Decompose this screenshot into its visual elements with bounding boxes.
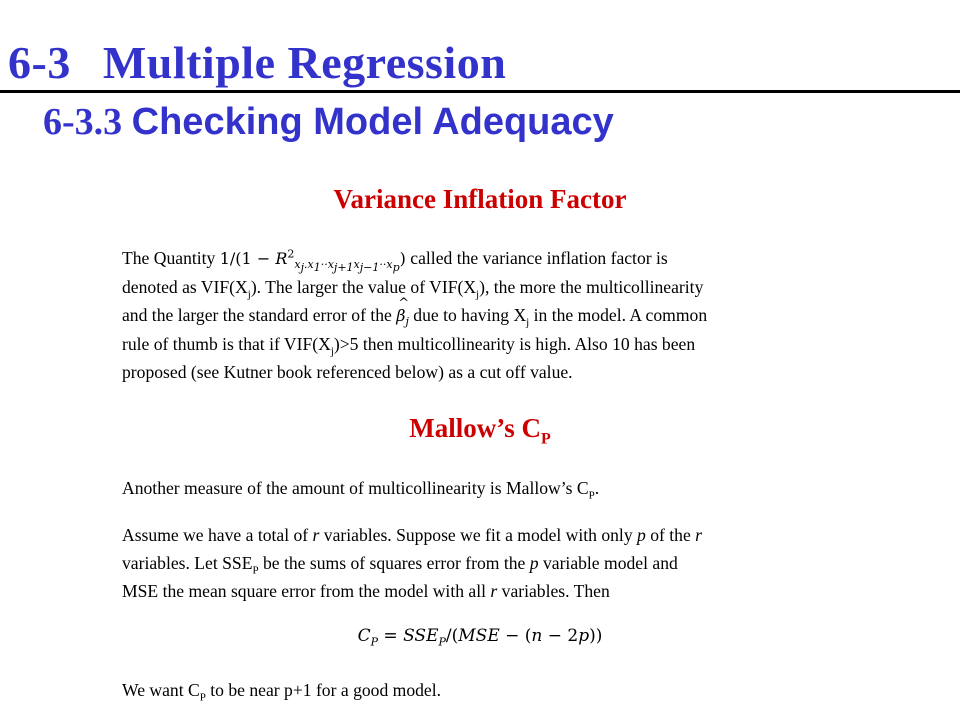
mallows-line-1: Assume we have a total of r variables. Suppose we fit a model with only p of the r <box>122 525 703 545</box>
slide-title <box>8 36 506 90</box>
slide-title-number: 6-3 <box>8 37 71 88</box>
beta-hat-symbol: ^ $\beta_j$ <box>396 306 409 325</box>
mallows-intro: Another measure of the amount of multicollinearity is Mallow’s $C_P$. <box>122 478 600 502</box>
cp-formula: $C_P = SSE_P/(MSE - (n - 2p))$ <box>357 626 603 649</box>
mallows-conclusion: We want $C_P$ to be near p+1 for a good model. <box>122 680 442 704</box>
vif-line-2: denoted as $VIF(X_j)$. The larger the value of $VIF(X_j)$, the more the multicollinearity <box>122 277 704 301</box>
title-divider <box>0 90 960 93</box>
vif-line-5: proposed (see Kutner book referenced below) as a cut off value. <box>122 362 573 382</box>
mallows-paragraph <box>122 521 862 605</box>
slide-subtitle <box>43 98 614 146</box>
vif-line-3: and the larger the standard error of the ^ $\beta_j$ due to having $X_j$ in the model. A common <box>122 301 862 330</box>
mallows-line-3: MSE the mean square error from the model with all r variables. Then <box>122 581 610 601</box>
vif-formula-inline: $1/(1 - R^2_{x_j.x_1\cdot\cdot x_{j+1}x_{j-1}\cdot\cdot x_p})$ <box>219 247 406 275</box>
vif-line-1: The Quantity $1/(1 - R^2_{x_j.x_1\cdot\cdot x_{j+1}x_{j-1}\cdot\cdot x_p})$ called the variance inflation factor is <box>122 247 668 275</box>
mallows-line-2: variables. Let $SSE_P$ be the sums of squares error from the p variable model and <box>122 553 678 577</box>
vif-paragraph <box>122 244 862 386</box>
slide-title-text: Multiple Regression <box>102 37 507 88</box>
mallows-heading: Mallow’s $C_P$ <box>409 413 551 448</box>
subtitle-number: 6-3.3 <box>43 101 123 143</box>
vif-line-4: rule of thumb is that if $VIF(X_j)>5$ then multicollinearity is high. Also 10 has been <box>122 334 696 358</box>
vif-heading: Variance Inflation Factor <box>333 184 627 214</box>
subtitle-text: Checking Model Adequacy <box>131 101 614 143</box>
